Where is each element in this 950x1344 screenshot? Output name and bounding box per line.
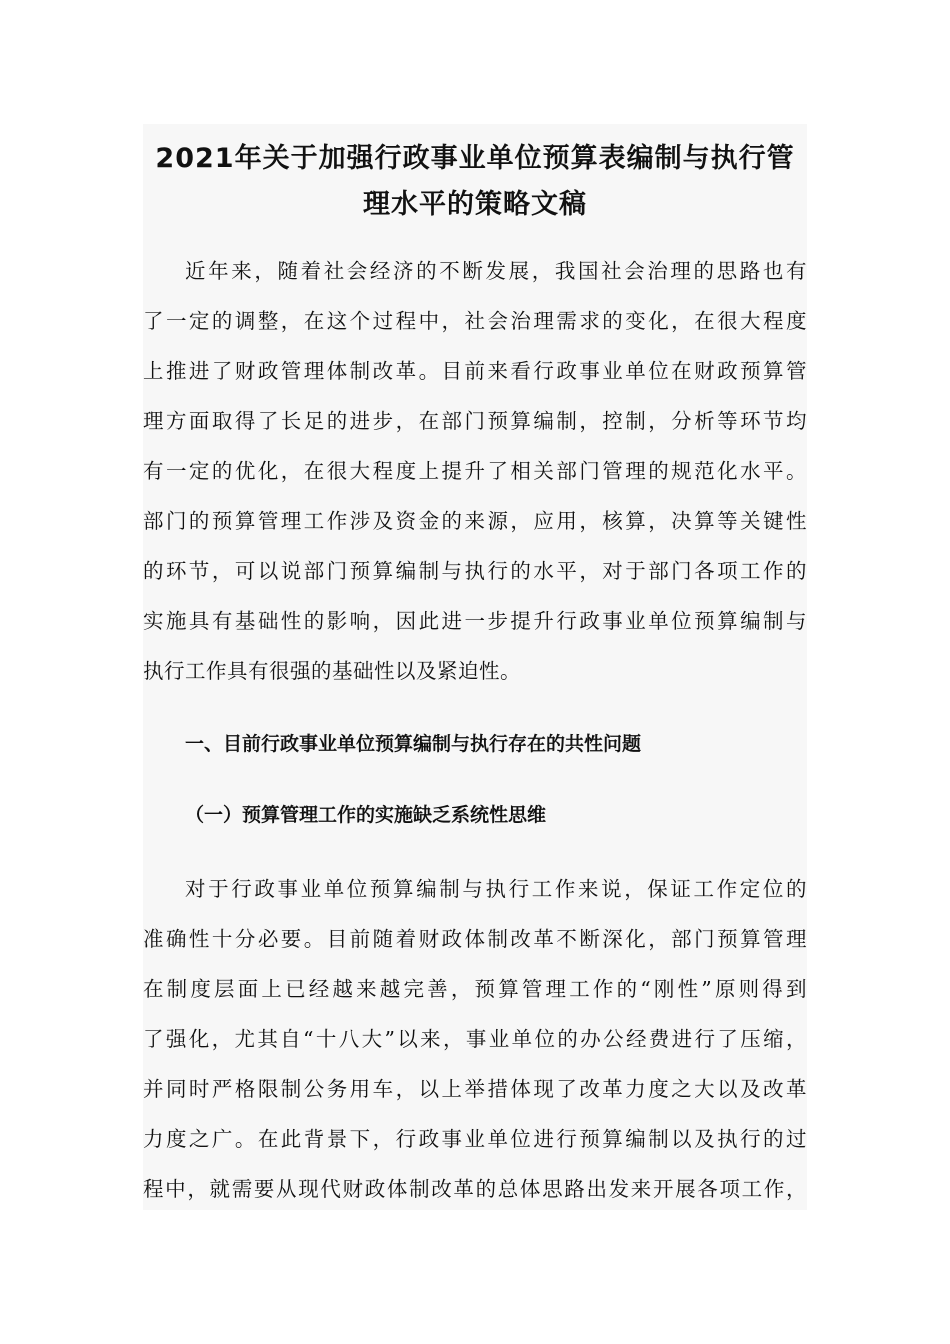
paragraph-line: 了强化，尤其自“十八大”以来，事业单位的办公经费进行了压缩， (143, 1027, 807, 1051)
paragraph-line: 近年来，随着社会经济的不断发展，我国社会治理的思路也有 (185, 259, 807, 283)
paragraph-line: 对于行政事业单位预算编制与执行工作来说，保证工作定位的 (185, 877, 807, 901)
document-title-line-2: 理水平的策略文稿 (363, 189, 587, 220)
paragraph-line: 有一定的优化，在很大程度上提升了相关部门管理的规范化水平。 (143, 459, 807, 483)
paragraph-line: 上推进了财政管理体制改革。目前来看行政事业单位在财政预算管 (143, 359, 807, 383)
paragraph-line: 实施具有基础性的影响，因此进一步提升行政事业单位预算编制与 (143, 609, 807, 633)
section-heading: 一、目前行政事业单位预算编制与执行存在的共性问题 (185, 733, 642, 755)
paragraph-line: 执行工作具有很强的基础性以及紧迫性。 (143, 659, 521, 683)
paragraph-line: 在制度层面上已经越来越完善，预算管理工作的“刚性”原则得到 (143, 977, 807, 1001)
paragraph-line: 的环节，可以说部门预算编制与执行的水平，对于部门各项工作的 (143, 559, 807, 583)
paragraph-line: 程中，就需要从现代财政体制改革的总体思路出发来开展各项工作， (143, 1177, 807, 1201)
paragraph-line: 并同时严格限制公务用车，以上举措体现了改革力度之大以及改革 (143, 1077, 807, 1101)
subsection-heading: （一）预算管理工作的实施缺乏系统性思维 (185, 804, 547, 826)
document-page (143, 124, 807, 1210)
document-title-line-1: 2021年关于加强行政事业单位预算表编制与执行管 (155, 143, 795, 174)
paragraph-line: 力度之广。在此背景下，行政事业单位进行预算编制以及执行的过 (143, 1127, 807, 1151)
paragraph-line: 了一定的调整，在这个过程中，社会治理需求的变化，在很大程度 (143, 309, 807, 333)
paragraph-line: 准确性十分必要。目前随着财政体制改革不断深化，部门预算管理 (143, 927, 807, 951)
paragraph-line: 理方面取得了长足的进步，在部门预算编制，控制，分析等环节均 (143, 409, 807, 433)
paragraph-line: 部门的预算管理工作涉及资金的来源，应用，核算，决算等关键性 (143, 509, 807, 533)
